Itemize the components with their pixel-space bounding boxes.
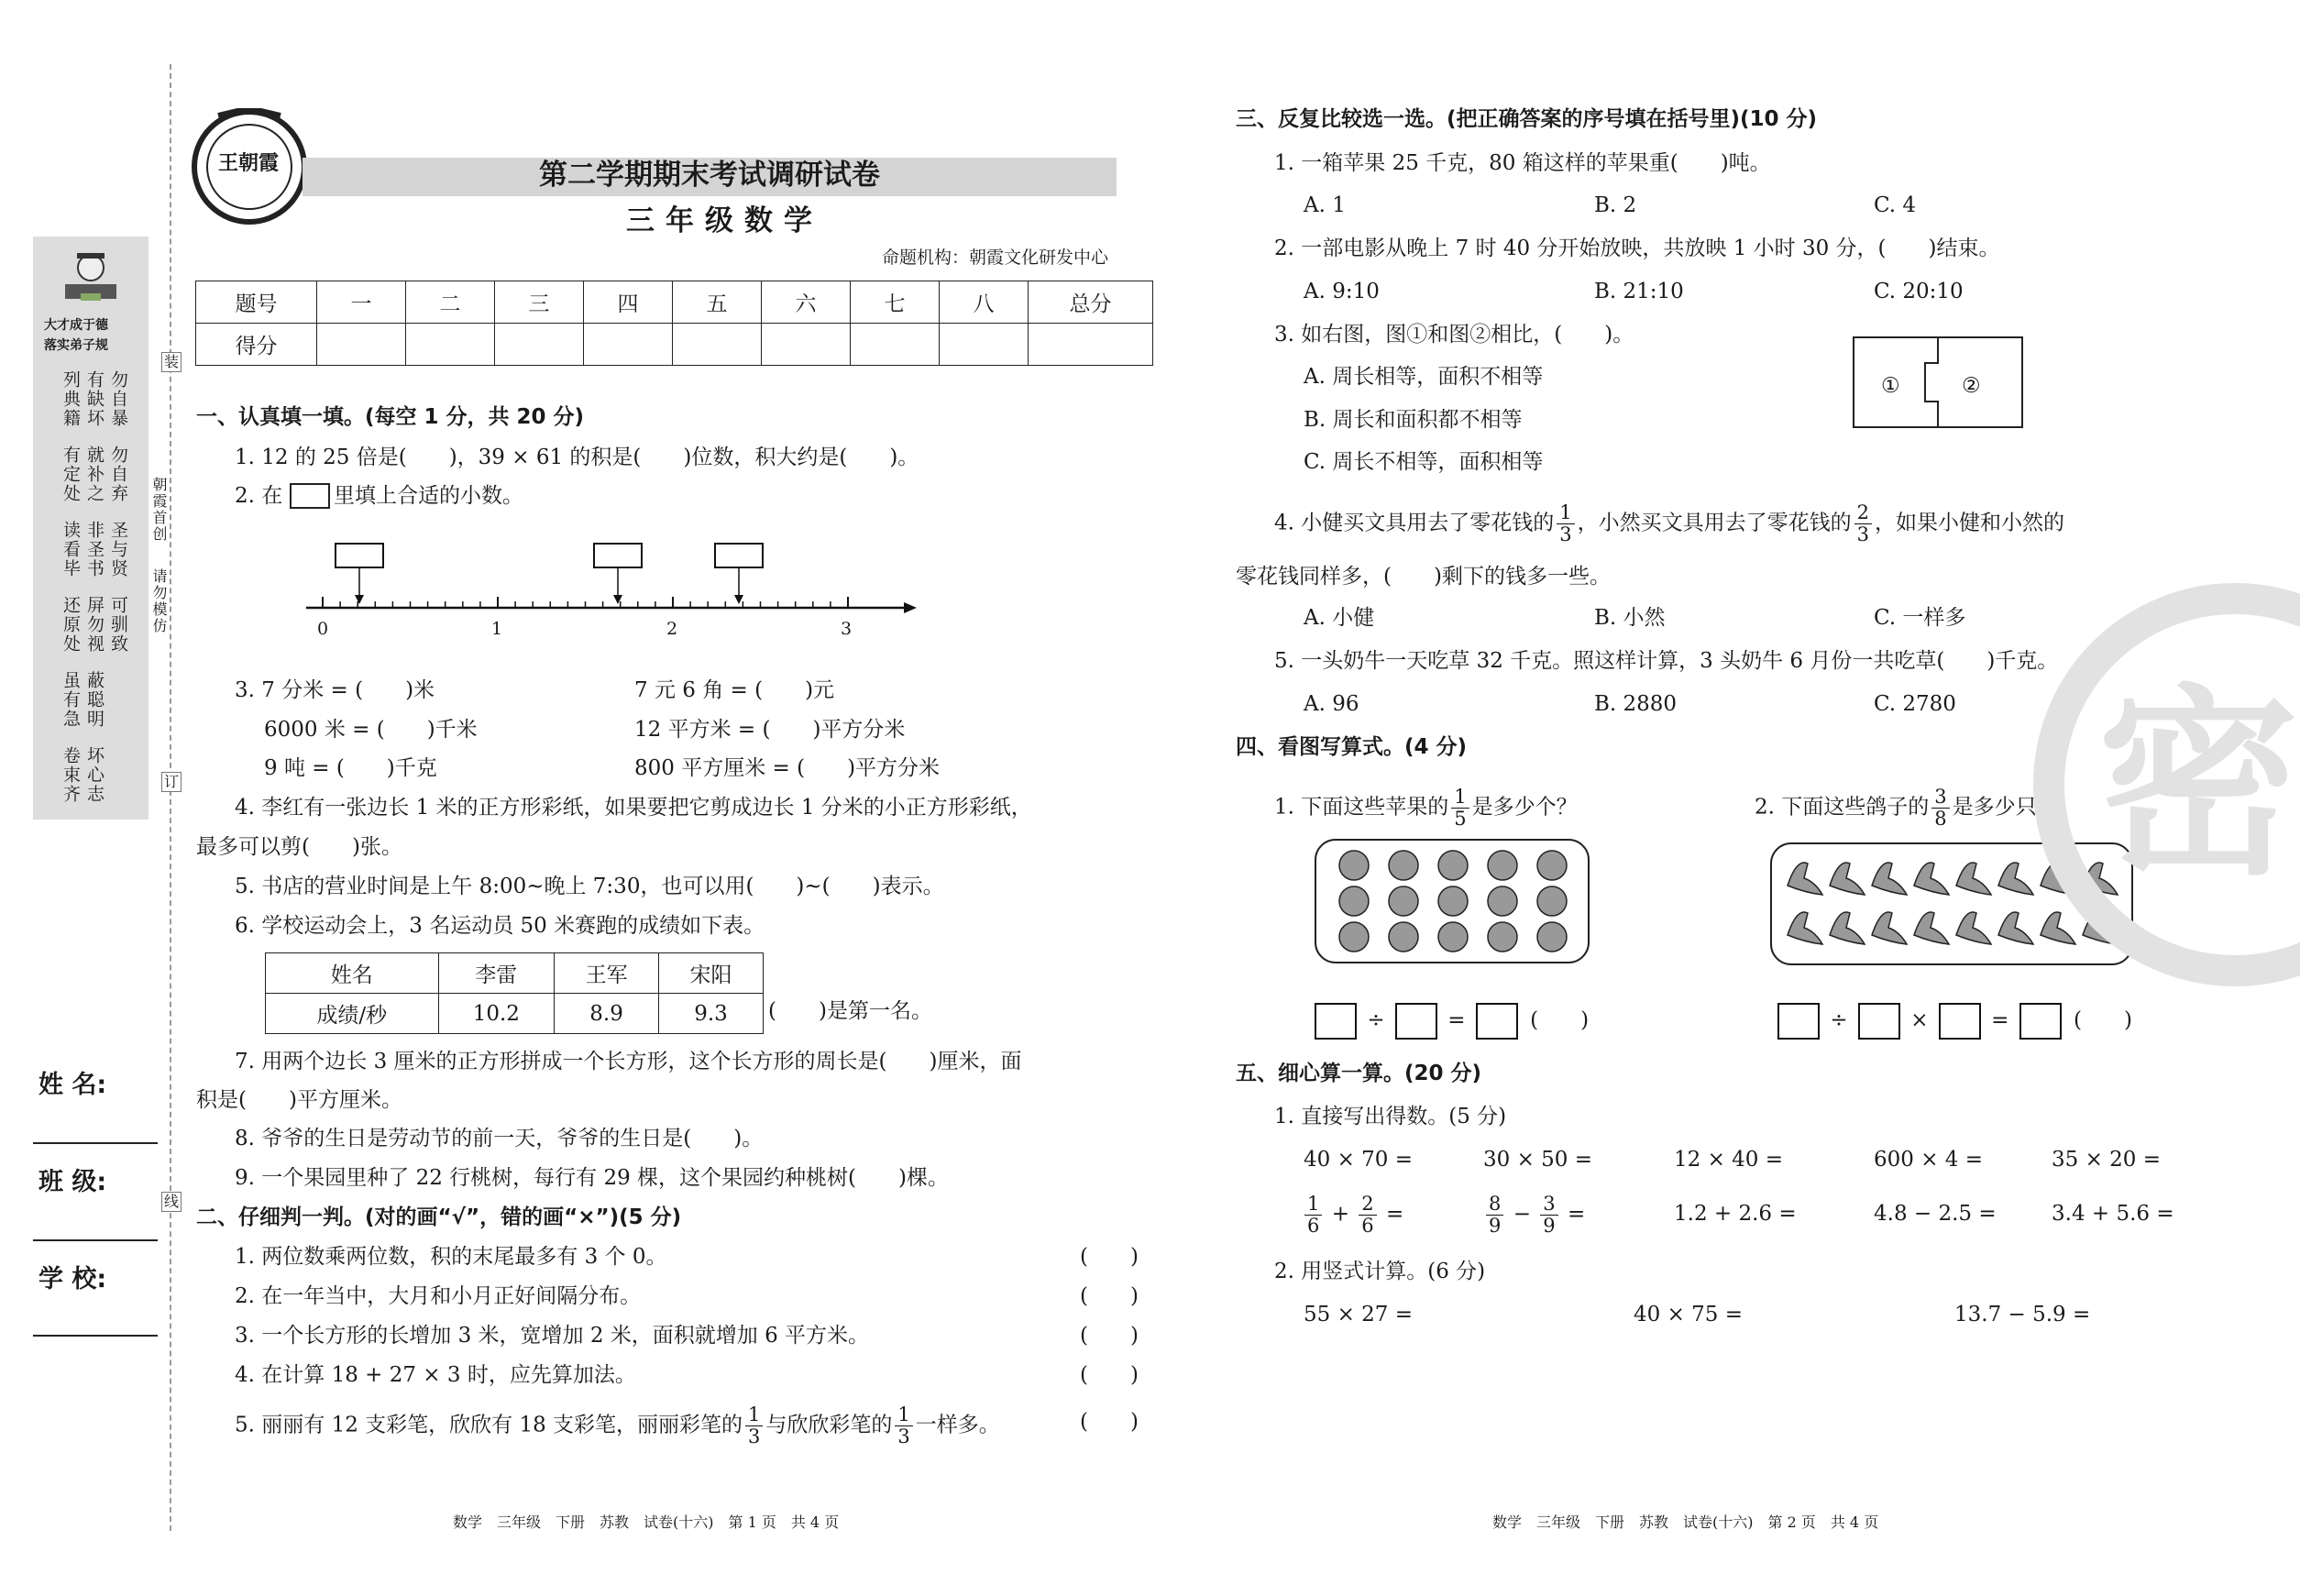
s3-q1: 1. 一箱苹果 25 千克，80 箱这样的苹果重( )吨。 (1274, 151, 1771, 175)
s2-item-5 (235, 1404, 1000, 1447)
calc: 30 × 50 = (1483, 1148, 1593, 1172)
calc: 12 × 40 = (1674, 1148, 1784, 1172)
opt[interactable]: B. 小然 (1594, 606, 1666, 630)
s1-q3: 12 平方米 = ( )平方分米 (634, 718, 906, 742)
judge-paren[interactable]: ( ) (1080, 1363, 1139, 1387)
binding-note: 朝霞首创 (150, 477, 168, 543)
s1-q2a: 2. 在 (235, 484, 283, 508)
opt[interactable]: B. 周长和面积都不相等 (1304, 408, 1523, 432)
apple-icon (1438, 886, 1468, 916)
motto-col: 蔽聪明 (84, 671, 105, 729)
logo (191, 108, 308, 226)
seal-mark: 装 (161, 352, 182, 372)
s1-q3: 6000 米 = ( )千米 (264, 718, 478, 742)
score-col: 六 (762, 281, 851, 324)
s1-q6: 6. 学校运动会上，3 名运动员 50 米赛跑的成绩如下表。 (235, 914, 765, 938)
score-cell[interactable] (940, 324, 1029, 366)
s3-q4: 4. 小健买文具用去了零花钱的 $\frac{1}{3}$ ，小然买文具用去了零花钱的 $\frac{2}{3}$ ，如果小健和小然的 (1274, 501, 2065, 546)
section-1-heading: 一、认真填一填。(每空 1 分，共 20 分) (196, 405, 585, 429)
judge-paren[interactable]: ( ) (1080, 1410, 1139, 1434)
calc: 40 × 75 = (1634, 1303, 1744, 1326)
score-row-label: 题号 (196, 281, 317, 324)
s1-q4: 最多可以剪( )张。 (196, 835, 402, 859)
calc: 1.2 + 2.6 = (1674, 1202, 1797, 1226)
s1-q7: 积是( )平方厘米。 (196, 1088, 402, 1112)
score-col: 二 (406, 281, 495, 324)
score-col: 总分 (1029, 281, 1153, 324)
answer-box[interactable] (1476, 1003, 1518, 1040)
calc: 35 × 20 = (2052, 1148, 2162, 1172)
calc-frac-2: $\frac{8}{9}$ − $\frac{3}{9}$ = (1483, 1194, 1585, 1237)
s2-q5b: 与欣欣彩笔的 (765, 1413, 893, 1437)
apple-icon (1488, 851, 1517, 880)
motto-col: 坏心志 (84, 746, 105, 804)
opt[interactable]: A. 周长相等，面积不相等 (1304, 365, 1544, 389)
race-cell: 9.3 (659, 994, 764, 1034)
calc: 13.7 − 5.9 = (1954, 1303, 2091, 1326)
race-cell: 成绩/秒 (266, 994, 439, 1034)
shape-figure (1852, 336, 2026, 431)
binding-note: 请勿模仿 (150, 568, 168, 634)
s1-q9: 9. 一个果园里种了 22 行桃树，每行有 29 棵，这个果园约种桃树( )棵。 (235, 1166, 949, 1190)
s4-eq2: ÷ × = ( ) (1777, 1003, 2132, 1040)
exam-org: 命题机构：朝霞文化研发中心 (882, 248, 1109, 268)
binding-line (170, 64, 171, 1531)
class-label: 班 级: (39, 1168, 107, 1196)
opt[interactable]: A. 96 (1304, 692, 1359, 716)
nl-label: 3 (841, 619, 853, 639)
answer-box[interactable] (2019, 1003, 2062, 1040)
apple-icon (1488, 886, 1517, 916)
seal-mark: 订 (161, 772, 182, 792)
s4-q2: 2. 下面这些鸽子的 $\frac{3}{8}$ 是多少只？ (1755, 786, 2058, 831)
s3-q3: 3. 如右图，图①和图②相比，( )。 (1274, 323, 1634, 347)
s1-q6-tail: ( )是第一名。 (768, 999, 932, 1023)
logo-text: 王朝霞 (218, 152, 280, 175)
opt[interactable]: C. 2780 (1874, 692, 1956, 716)
score-row-label: 得分 (196, 324, 317, 366)
s3-q2: 2. 一部电影从晚上 7 时 40 分开始放映，共放映 1 小时 30 分，( )结束。 (1274, 237, 2000, 260)
nl-label: 0 (317, 619, 329, 639)
race-cell: 8.9 (555, 994, 659, 1034)
motto-col: 圣与贤 (108, 521, 128, 578)
score-cell[interactable] (673, 324, 762, 366)
s5-sub2: 2. 用竖式计算。(6 分) (1274, 1260, 1486, 1283)
seal-mark: 线 (161, 1192, 182, 1212)
judge-paren[interactable]: ( ) (1080, 1284, 1139, 1308)
race-cell: 10.2 (438, 994, 555, 1034)
exam-title: 第二学期期末考试调研试卷 (539, 159, 880, 192)
apple-icon (1389, 922, 1418, 952)
apple-icon (1537, 851, 1567, 880)
score-col: 三 (495, 281, 584, 324)
opt[interactable]: A. 9:10 (1304, 280, 1380, 303)
calc: 600 × 4 = (1874, 1148, 1984, 1172)
race-header: 王军 (555, 953, 659, 994)
apple-icon (1339, 851, 1369, 880)
number-line (303, 536, 917, 646)
nl-label: 1 (491, 619, 503, 639)
scholar-icon (61, 248, 121, 304)
answer-box[interactable] (1777, 1003, 1820, 1040)
motto-col: 列典籍 (61, 370, 81, 428)
motto-col: 还原处 (61, 596, 81, 654)
s4-q1: 1. 下面这些苹果的 $\frac{1}{5}$ 是多少个？ (1274, 786, 1578, 831)
score-table (195, 281, 1153, 366)
stamp-text: 密 (2097, 667, 2300, 902)
fig-label: ② (1962, 374, 1981, 398)
fig-label: ① (1881, 374, 1900, 398)
fraction: $\frac{1}{3}$ (1557, 502, 1574, 545)
section-4-heading: 四、看图写算式。(4 分) (1236, 735, 1468, 759)
exam-subject: 三年级数学 (626, 204, 823, 237)
calc: 55 × 27 = (1304, 1303, 1414, 1326)
section-2-heading: 二、仔细判一判。(对的画“√”，错的画“×”)(5 分) (196, 1205, 682, 1229)
score-col: 四 (584, 281, 673, 324)
opt[interactable]: C. 周长不相等，面积相等 (1304, 450, 1544, 474)
score-cell[interactable] (851, 324, 940, 366)
s1-q2b: 里填上合适的小数。 (334, 484, 523, 508)
s2-item: 4. 在计算 18 + 27 × 3 时，应先算加法。 (235, 1363, 636, 1387)
race-table (265, 952, 764, 1034)
opt[interactable]: A. 1 (1304, 193, 1346, 217)
school-label: 学 校: (39, 1265, 107, 1293)
apple-icon (1339, 922, 1369, 952)
score-col: 五 (673, 281, 762, 324)
judge-paren[interactable]: ( ) (1080, 1324, 1139, 1348)
answer-box[interactable] (1315, 1003, 1357, 1040)
answer-box-icon (290, 483, 330, 509)
score-col: 一 (317, 281, 406, 324)
opt[interactable]: A. 小健 (1304, 606, 1375, 630)
motto-line-1: 大才成于德 (44, 318, 108, 333)
s1-q5: 5. 书店的营业时间是上午 8:00~晚上 7:30，也可以用( )~( )表示。 (235, 875, 944, 898)
race-header: 李雷 (438, 953, 555, 994)
calc: 40 × 70 = (1304, 1148, 1414, 1172)
answer-box[interactable] (1395, 1003, 1437, 1040)
score-col: 八 (940, 281, 1029, 324)
score-cell[interactable] (317, 324, 406, 366)
motto-col: 非圣书 (84, 521, 105, 578)
s2-q5c: 一样多。 (915, 1413, 1000, 1437)
calc: 3.4 + 5.6 = (2052, 1202, 2174, 1226)
motto-col: 可驯致 (108, 596, 128, 654)
score-cell[interactable] (1029, 324, 1153, 366)
apple-icon (1389, 851, 1418, 880)
answer-box[interactable] (1858, 1003, 1900, 1040)
school-field[interactable] (33, 1335, 158, 1337)
motto-col: 就补之 (84, 446, 105, 503)
name-field[interactable] (33, 1142, 158, 1144)
motto-col: 卷束齐 (61, 746, 81, 804)
s2-item: 3. 一个长方形的长增加 3 米，宽增加 2 米，面积就增加 6 平方米。 (235, 1324, 870, 1348)
opt[interactable]: B. 2880 (1594, 692, 1678, 716)
s1-q8: 8. 爷爷的生日是劳动节的前一天，爷爷的生日是( )。 (235, 1127, 764, 1150)
s1-q1: 1. 12 的 25 倍是( )，39 × 61 的积是( )位数，积大约是( )。 (235, 446, 919, 469)
s2-item: 2. 在一年当中，大月和小月正好间隔分布。 (235, 1284, 642, 1308)
footer-right: 数学 三年级 下册 苏教 试卷(十六) 第 2 页 共 4 页 (1492, 1513, 1879, 1531)
motto-col: 虽有急 (61, 671, 81, 729)
score-col: 七 (851, 281, 940, 324)
section-3-heading: 三、反复比较选一选。(把正确答案的序号填在括号里)(10 分) (1236, 107, 1818, 131)
s1-q4: 4. 李红有一张边长 1 米的正方形彩纸，如果要把它剪成边长 1 分米的小正方形彩纸， (235, 796, 1032, 820)
nl-label: 2 (666, 619, 678, 639)
score-cell[interactable] (495, 324, 584, 366)
s3-q5: 5. 一头奶牛一天吃草 32 千克。照这样计算，3 头奶牛 6 月份一共吃草( )千克。 (1274, 649, 2059, 673)
apple-icon (1438, 922, 1468, 952)
motto-col: 读看毕 (61, 521, 81, 578)
s2-item: 1. 两位数乘两位数，积的末尾最多有 3 个 0。 (235, 1245, 667, 1269)
fraction: $\frac{2}{3}$ (1854, 502, 1872, 545)
s4-eq1: ÷ = ( ) (1315, 1003, 1589, 1040)
score-cell[interactable] (762, 324, 851, 366)
motto-col: 屏勿视 (84, 596, 105, 654)
class-field[interactable] (33, 1239, 158, 1241)
s1-q3: 3. 7 分米 = ( )米 (235, 678, 435, 702)
calc: 4.8 − 2.5 = (1874, 1202, 1997, 1226)
s1-q3: 800 平方厘米 = ( )平方分米 (634, 756, 941, 780)
name-label: 姓 名: (39, 1071, 107, 1099)
motto-col: 勿自弃 (108, 446, 128, 503)
apple-picture (1314, 838, 1590, 964)
answer-box[interactable] (1939, 1003, 1981, 1040)
motto-col: 有定处 (61, 446, 81, 503)
apple-icon (1389, 886, 1418, 916)
s2-q5a: 5. 丽丽有 12 支彩笔，欣欣有 18 支彩笔，丽丽彩笔的 (235, 1413, 743, 1437)
race-header: 宋阳 (659, 953, 764, 994)
fraction: $\frac{3}{8}$ (1931, 787, 1949, 830)
fraction: $\frac{1}{5}$ (1451, 787, 1469, 830)
opt[interactable]: B. 21:10 (1594, 280, 1684, 303)
opt[interactable]: C. 一样多 (1874, 606, 1966, 630)
apple-icon (1339, 886, 1369, 916)
apple-icon (1537, 922, 1567, 952)
section-5-heading: 五、细心算一算。(20 分) (1236, 1062, 1482, 1085)
motto-col: 勿自暴 (108, 370, 128, 428)
motto-col: 有缺坏 (84, 370, 105, 428)
score-cell[interactable] (584, 324, 673, 366)
s3-q4-l2: 零花钱同样多，( )剩下的钱多一些。 (1236, 565, 1611, 589)
fraction: $\frac{1}{3}$ (895, 1404, 912, 1447)
opt[interactable]: C. 4 (1874, 193, 1917, 217)
opt[interactable]: C. 20:10 (1874, 280, 1964, 303)
calc-frac-1: $\frac{1}{6}$ + $\frac{2}{6}$ = (1302, 1194, 1403, 1237)
motto-line-2: 落实弟子规 (44, 338, 108, 353)
opt[interactable]: B. 2 (1594, 193, 1637, 217)
apple-icon (1537, 886, 1567, 916)
s1-q3: 7 元 6 角 = ( )元 (634, 678, 835, 702)
s5-sub1: 1. 直接写出得数。(5 分) (1274, 1105, 1507, 1128)
fraction: $\frac{1}{3}$ (745, 1404, 763, 1447)
judge-paren[interactable]: ( ) (1080, 1245, 1139, 1269)
secret-stamp (2033, 583, 2300, 986)
score-cell[interactable] (406, 324, 495, 366)
race-header: 姓名 (266, 953, 439, 994)
motto-sidebar (33, 237, 149, 820)
apple-icon (1438, 851, 1468, 880)
s1-q7: 7. 用两个边长 3 厘米的正方形拼成一个长方形，这个长方形的周长是( )厘米，面 (235, 1050, 1022, 1073)
s1-q3: 9 吨 = ( )千克 (264, 756, 437, 780)
apple-icon (1488, 922, 1517, 952)
footer-left: 数学 三年级 下册 苏教 试卷(十六) 第 1 页 共 4 页 (453, 1513, 840, 1531)
